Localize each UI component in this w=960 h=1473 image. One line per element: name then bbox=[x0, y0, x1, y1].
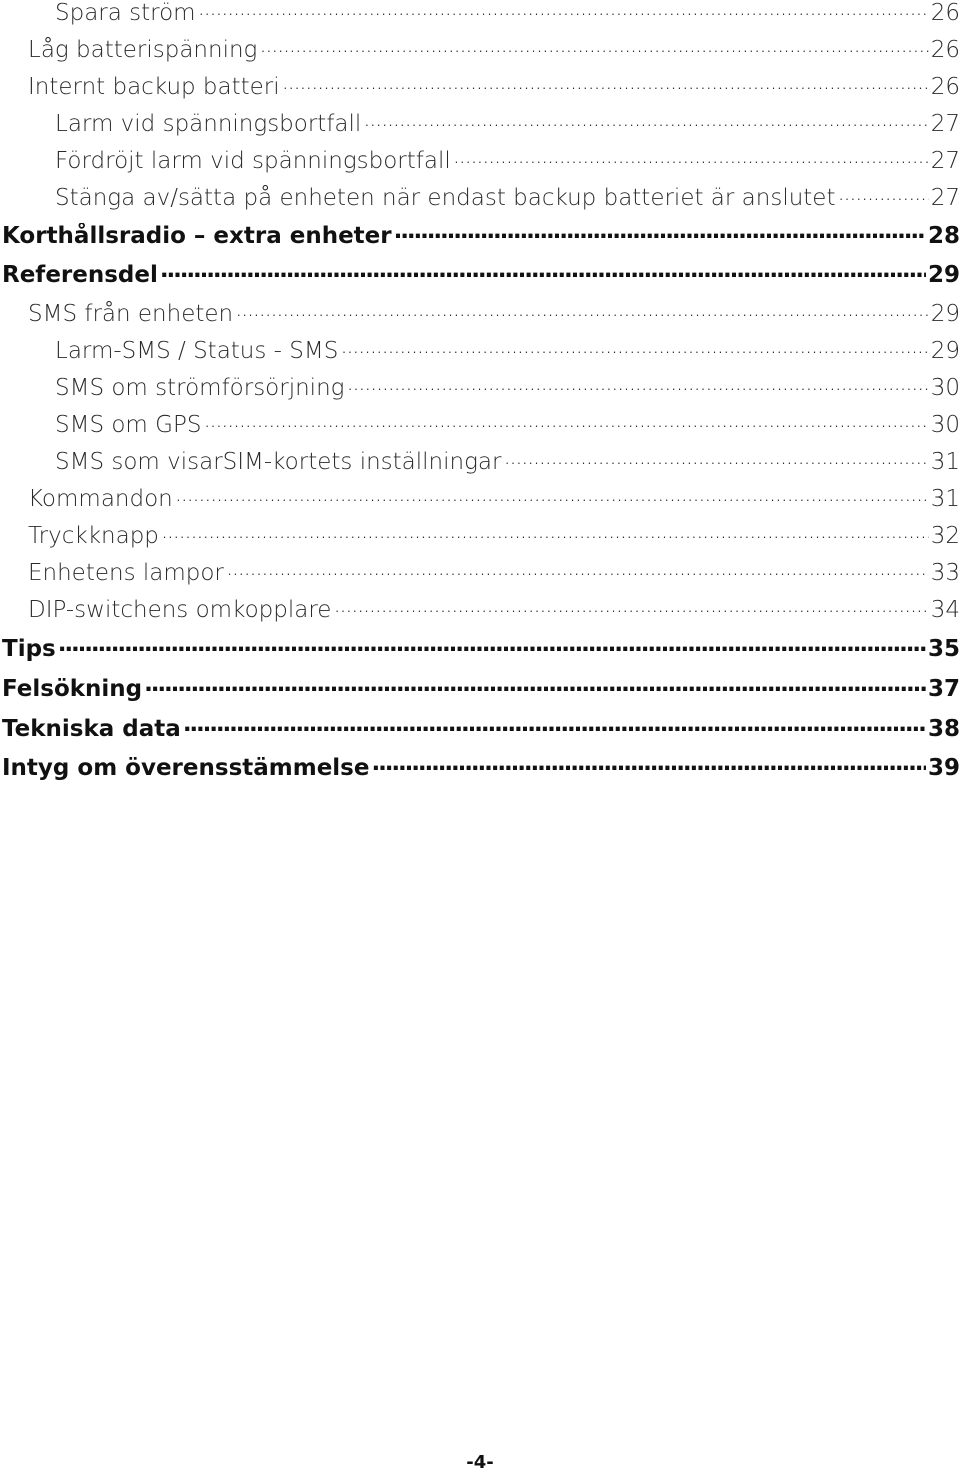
toc-entry-title: Korthållsradio – extra enheter bbox=[2, 223, 392, 249]
toc-entry[interactable] bbox=[2, 220, 960, 249]
toc-entry-page: 29 bbox=[930, 301, 960, 327]
toc-entry-title: Kommandon bbox=[28, 486, 173, 512]
toc-entry-title: SMS om GPS bbox=[55, 412, 202, 438]
toc-dot-leader bbox=[453, 145, 929, 168]
toc-entry-title: Tekniska data bbox=[2, 716, 181, 742]
toc-entry-page: 39 bbox=[927, 755, 960, 781]
toc-entry-title: SMS om strömförsörjning bbox=[55, 375, 345, 401]
toc-entry-title: Fördröjt larm vid spänningsbortfall bbox=[55, 148, 451, 174]
toc-entry-page: 37 bbox=[927, 676, 960, 702]
toc-entry-page: 26 bbox=[930, 74, 960, 100]
toc-dot-leader bbox=[144, 673, 926, 696]
toc-entry-page: 28 bbox=[927, 223, 960, 249]
toc-entry[interactable] bbox=[28, 483, 960, 512]
toc-entry-page: 26 bbox=[930, 0, 960, 26]
toc-entry-page: 26 bbox=[930, 37, 960, 63]
toc-dot-leader bbox=[363, 108, 928, 131]
toc-entry[interactable] bbox=[28, 520, 960, 549]
toc-dot-leader bbox=[226, 557, 929, 580]
toc-entry[interactable] bbox=[2, 633, 960, 662]
toc-dot-leader bbox=[235, 298, 929, 321]
toc-dot-leader bbox=[371, 752, 926, 775]
toc-entry-title: Enhetens lampor bbox=[28, 560, 224, 586]
toc-entry-page: 35 bbox=[927, 636, 960, 662]
toc-dot-leader bbox=[333, 594, 928, 617]
toc-entry-title: Tips bbox=[2, 636, 56, 662]
toc-dot-leader bbox=[161, 520, 929, 543]
page-number: -4- bbox=[466, 1452, 494, 1473]
toc-entry-title: Referensdel bbox=[2, 262, 158, 288]
toc-entry[interactable] bbox=[55, 335, 960, 364]
toc-dot-leader bbox=[183, 713, 926, 736]
toc-entry[interactable] bbox=[28, 34, 960, 63]
toc-entry[interactable] bbox=[55, 145, 960, 174]
toc-dot-leader bbox=[282, 71, 929, 94]
toc-entry[interactable] bbox=[28, 298, 960, 327]
toc-entry-title: Spara ström bbox=[55, 0, 196, 26]
toc-dot-leader bbox=[340, 335, 928, 358]
toc-entry-title: SMS från enheten bbox=[28, 301, 234, 327]
toc-entry[interactable] bbox=[28, 71, 960, 100]
toc-entry[interactable] bbox=[28, 594, 960, 623]
toc-dot-leader bbox=[394, 220, 926, 243]
toc-entry-page: 32 bbox=[930, 523, 960, 549]
toc-entry[interactable] bbox=[55, 108, 960, 137]
toc-entry-title: Internt backup batteri bbox=[28, 74, 280, 100]
toc-entry[interactable] bbox=[28, 557, 960, 586]
toc-entry-page: 27 bbox=[930, 185, 960, 211]
toc-dot-leader bbox=[58, 633, 926, 656]
toc-dot-leader bbox=[175, 483, 929, 506]
toc-entry-title: Låg batterispänning bbox=[28, 37, 258, 63]
toc-entry-page: 38 bbox=[927, 716, 960, 742]
toc-entry-page: 34 bbox=[930, 597, 960, 623]
toc-entry-page: 29 bbox=[930, 338, 960, 364]
toc-entry[interactable] bbox=[55, 446, 960, 475]
toc-entry-page: 30 bbox=[930, 412, 960, 438]
toc-entry-title: SMS som visarSIM-kortets inställningar bbox=[55, 449, 502, 475]
toc-dot-leader bbox=[837, 182, 928, 205]
toc-entry[interactable] bbox=[55, 409, 960, 438]
toc-entry[interactable] bbox=[2, 752, 960, 781]
toc-dot-leader bbox=[203, 409, 928, 432]
toc-entry-page: 30 bbox=[930, 375, 960, 401]
toc-entry-title: Larm-SMS / Status - SMS bbox=[55, 338, 339, 364]
toc-entry[interactable] bbox=[2, 673, 960, 702]
toc-dot-leader bbox=[259, 34, 928, 57]
toc-entry-page: 27 bbox=[930, 111, 960, 137]
toc-entry-title: Intyg om överensstämmelse bbox=[2, 755, 370, 781]
toc-entry[interactable] bbox=[55, 372, 960, 401]
toc-dot-leader bbox=[346, 372, 928, 395]
toc-entry[interactable] bbox=[55, 0, 960, 26]
toc-entry-title: Stänga av/sätta på enheten när endast backup batteriet är anslutet bbox=[55, 185, 836, 211]
toc-entry-page: 31 bbox=[930, 449, 960, 475]
toc-dot-leader bbox=[198, 0, 929, 20]
toc-dot-leader bbox=[503, 446, 928, 469]
toc-entry[interactable] bbox=[55, 182, 960, 211]
toc-entry-page: 31 bbox=[930, 486, 960, 512]
toc-entry-page: 27 bbox=[930, 148, 960, 174]
toc-entry[interactable] bbox=[2, 259, 960, 288]
toc-dot-leader bbox=[160, 259, 926, 282]
toc-entry-title: Larm vid spänningsbortfall bbox=[55, 111, 362, 137]
toc-entry-page: 33 bbox=[930, 560, 960, 586]
toc-entry-title: Felsökning bbox=[2, 676, 143, 702]
toc-entry-page: 29 bbox=[927, 262, 960, 288]
toc-entry-title: Tryckknapp bbox=[28, 523, 159, 549]
toc-entry[interactable] bbox=[2, 713, 960, 742]
toc-entry-title: DIP-switchens omkopplare bbox=[28, 597, 332, 623]
